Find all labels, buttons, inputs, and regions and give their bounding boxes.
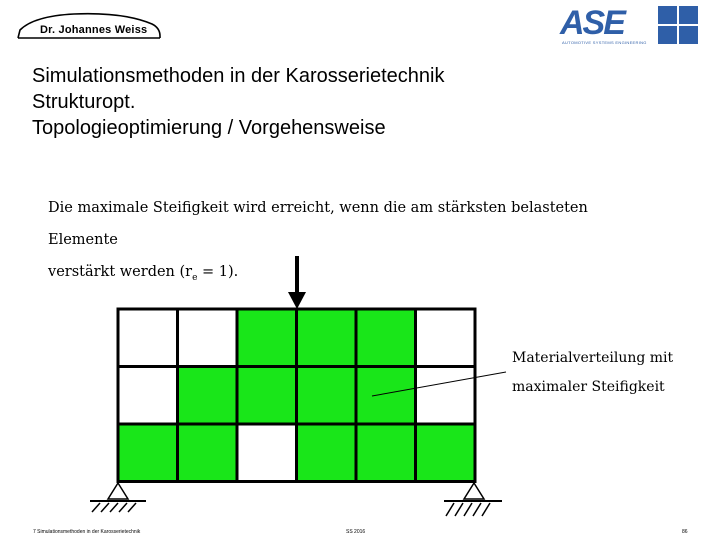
body-line-1: Die maximale Steifigkeit wird erreicht, wenn die am stärksten belasteten Elemente: [48, 200, 588, 248]
footer-center: SS 2016: [346, 529, 366, 535]
grid-cell-2-3: [297, 424, 357, 482]
logo-name: Dr. Johannes Weiss: [40, 24, 148, 36]
title-line-1: Simulationsmethoden in der Karosserietechnik: [32, 65, 445, 87]
grid-cell-1-5: [416, 367, 476, 425]
grid-cell-2-2: [237, 424, 297, 482]
grid-cell-2-0: [118, 424, 178, 482]
grid-cell-0-3: [297, 309, 357, 367]
grid-cell-1-2: [237, 367, 297, 425]
callout-line-2: maximaler Steifigkeit: [512, 379, 665, 395]
ase-logo-text: ASE: [560, 4, 624, 42]
grid-cell-0-4: [356, 309, 416, 367]
element-grid: [118, 309, 475, 482]
body-line-2-post: = 1).: [197, 264, 239, 280]
ase-logo-subtext: AUTOMOTIVE SYSTEMS ENGINEERING: [562, 40, 647, 45]
body-line-2-pre: verstärkt werden (r: [48, 264, 193, 280]
grid-cell-0-0: [118, 309, 178, 367]
load-arrow-icon: [288, 256, 306, 309]
callout-label: [512, 344, 673, 402]
grid-cell-0-1: [178, 309, 238, 367]
grid-cell-2-5: [416, 424, 476, 482]
body-line-2-sub: e: [192, 272, 198, 283]
footer-left: 7 Simulationsmethoden in der Karosserietechnik: [33, 529, 141, 535]
grid-cell-2-4: [356, 424, 416, 482]
left-support-icon: [90, 483, 146, 512]
grid-cell-0-2: [237, 309, 297, 367]
footer-page-number: 86: [682, 529, 688, 535]
grid-cell-2-1: [178, 424, 238, 482]
grid-cell-1-1: [178, 367, 238, 425]
grid-cell-1-0: [118, 367, 178, 425]
grid-cell-1-3: [297, 367, 357, 425]
grid-cell-0-5: [416, 309, 476, 367]
right-support-icon: [444, 483, 502, 516]
callout-line-1: Materialverteilung mit: [512, 350, 674, 366]
title-line-2: Strukturopt.: [32, 91, 136, 113]
grid-cell-1-4: [356, 367, 416, 425]
title-line-3: Topologieoptimierung / Vorgehensweise: [32, 117, 386, 139]
